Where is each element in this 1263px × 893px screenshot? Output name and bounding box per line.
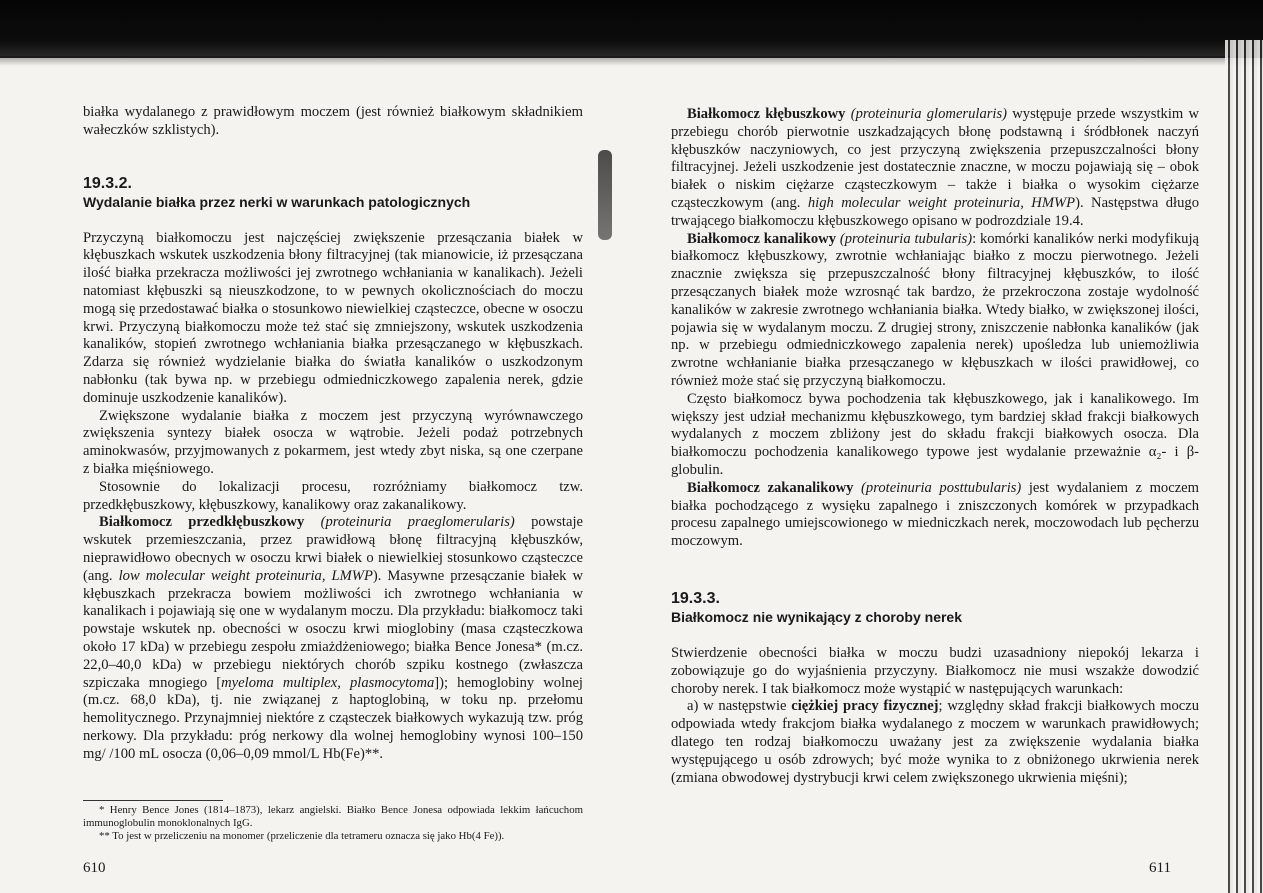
section-title: Białkomocz nie wynikający z choroby nerek (671, 608, 962, 625)
paragraph (671, 480, 1199, 551)
text-run: ). Następstwa długo trwającego białkomoczu kłębuszkowego opisano w podrozdziale 19.4. (671, 194, 1200, 229)
paragraph: Stwierdzenie obecności białka w moczu budzi uzasadniony niepokój lekarza i zobowiązuje go do wyjaśnienia przyczyny. Białkomocz nie musi wszakże dowodzić choroby nerek. I tak białkomocz może wystąpić w następujących warunkach: (671, 644, 1199, 697)
text-run: a) w następstwie (687, 698, 792, 715)
term-latin: (proteinuria glomerularis) (850, 106, 1008, 122)
right-column (671, 106, 1199, 787)
page-edge-stack (1225, 40, 1263, 893)
list-item (671, 698, 1199, 787)
section-title: Wydalanie białka przez nerki w warunkach patologicznych (83, 193, 471, 210)
paragraph: Stosownie do lokalizacji procesu, rozróżniamy białkomocz tzw. przedkłębuszkowy, kłębuszkowy, kanalikowy oraz zakanalikowy. (83, 478, 583, 513)
footnote: ** To jest w przeliczeniu na monomer (przeliczenie dla tetrameru oznacza się jako Hb(4 Fe)). (99, 830, 505, 842)
left-top-paragraph: białka wydalanego z prawidłowym moczem (jest również białkowym składnikiem wałeczków szklistych). (83, 104, 583, 138)
section-number: 19.3.3. (671, 589, 720, 607)
term-english: high molecular weight proteinuria, HMWP (807, 194, 1076, 211)
term-latin: (proteinuria praeglomerularis) (320, 514, 515, 531)
paragraph: Zwiększone wydalanie białka z moczem jest przyczyną wyrównawczego zwiększenia syntezy białek osocza w wątrobie. Jeżeli podaż potrzebnych aminokwasów, przyjmowanych z pokarmem, jest wtedy zbyt niska, są one czerpane z białka mięśniowego. (83, 407, 583, 477)
book-gutter-shadow (598, 150, 612, 240)
term-latin: myeloma multiplex, plasmocytoma (221, 674, 435, 691)
left-column (83, 104, 583, 764)
term-latin: (proteinuria posttubularis) (861, 479, 1022, 496)
term-bold: Białkomocz przedkłębuszkowy (99, 514, 305, 531)
paragraph (671, 106, 1199, 231)
scan-top-shadow (0, 0, 1263, 58)
section-number: 19.3.2. (83, 174, 132, 192)
text-run: jest wydalaniem z moczem białka pochodzącego z wysięku zapalnego i zniszczonych komórek w przypadkach procesu zapalnego umiejscowionego w miedniczkach nerek, moczowodach lub pęcherzu moczowym. (671, 479, 1199, 550)
paragraph: Przyczyną białkomoczu jest najczęściej zwiększenie przesączania białek w kłębuszkach wskutek uszkodzenia błony filtracyjnej (tak mianowicie, iż przesączana ilość białka przekracza możliwości jej zwrotnego wchłaniania w kanalikach). Jeżeli natomiast kłębuszki są nieuszkodzone, to w pewnych okolicznościach do moczu mogą się przedostawać białka o stosunkowo niewielkiej cząsteczce, obecne w osoczu krwi. Przyczyną białkomoczu może też stać się zmniejszony, wskutek uszkodzenia kanalików, stopień zwrotnego wchłaniania białka przesączanego w kłębuszkach. Zdarza się również wydzielanie białka do światła kanalików o uszkodzonym nabłonku (tak bywa np. w przebiegu odmiedniczkowego zapalenia nerek, gdzie dominuje uszkodzenie kanalików). (83, 229, 583, 406)
text-run: ]); hemoglobiny wolnej (m.cz. 68,0 kDa), tj. nie związanej z haptoglobiną, w toku np. przełomu hemolitycznego. Przynajmniej niektóre z cząsteczek białkowych wykazują tzw. próg nerkowy. Dla przykładu: próg nerkowy dla wolnej hemoglobiny wynosi 100–150 mg/ /100 mL osocza (0,06–0,09 mmol/L Hb(Fe)**. (83, 674, 583, 762)
text-run: powstaje wskutek przemieszczania, przez prawidłową błonę filtracyjną kłębuszków, nieprawidłowo obecnych w osoczu krwi białek o niewielkiej stosunkowo cząsteczce (ang. (83, 514, 584, 584)
page-number: 611 (1149, 860, 1171, 876)
page-number: 610 (83, 860, 106, 876)
text-run: występuje przede wszystkim w przebiegu chorób pierwotnie uszkadzających błonę podstawną i śródbłonek naczyń kłębuszków naczyniowych, co jest przyczyną zwiększenia przepuszczalności błony filtracyjnej. Jeżeli uszkodzenie jest dostatecznie znaczne, w moczu pojawiają się – obok białek o niskim ciężarze cząsteczkowym – także i białka o wysokim ciężarze cząsteczkowym (ang. (671, 106, 1199, 211)
paragraph (671, 231, 1199, 391)
term-bold: Białkomocz zakanalikowy (687, 479, 854, 496)
term-english: low molecular weight proteinuria, LMWP (118, 567, 373, 584)
text-run: ). Masywne przesączanie białek w kłębuszkach przekracza bowiem możliwości ich zwrotnego wchłaniania w kanalikach i pojawiają się one w wydalanym moczu. Dla przykładu: białkomocz taki powstaje wskutek np. obecności w osoczu krwi mioglobiny (masa cząsteczkowa około 17 kDa) w przebiegu zespołu zmiażdżeniowego; białka Bence Jonesa* (m.cz. 22,0–40,0 kDa) w przebiegu niektórych chorób szpiku kostnego (zwłaszcza szpiczaka mnogiego [ (83, 567, 584, 691)
footnote-rule (83, 800, 223, 801)
text-run: ; względny skład frakcji białkowych moczu odpowiada wtedy frakcjom białka wydalanego z moczem w warunkach prawidłowych; dlatego ten rodzaj białkomoczu uważany jest za zwiększenie wydalania białka występującego u osób zdrowych; być może wynika to z obniżonego ukrwienia nerek (zmiana obwodowej dystrybucji krwi celem zwiększonego ukrwienia mięśni); (671, 698, 1199, 786)
term-bold: Białkomocz kanalikowy (687, 230, 836, 247)
footnote: * Henry Bence Jones (1814–1873), lekarz angielski. Białko Bence Jonesa odpowiada lekkim łańcuchom immunoglobulin monoklonalnych IgG. (83, 804, 583, 829)
footnotes (83, 804, 583, 843)
term-bold: ciężkiej pracy fizycznej (791, 698, 939, 715)
paragraph (83, 514, 583, 763)
term-latin: (proteinuria tubularis) (839, 230, 973, 247)
text-run: : komórki kanalików nerki modyfikują białkomocz kłębuszkowy, zwrotnie wchłaniając białko z moczu pierwotnego. Jeżeli znacznie zwiększa się przepuszczalność błony filtracyjnej kłębuszków, to ilość przesączanych białek może wzrosnąć tak bardzo, że przekroczona zostaje wydolność kanalików w zakresie zwrotnego wchłaniania białka. Wtedy białko, w zwiększonej ilości, pojawia się w wydalanym moczu. Z drugiej strony, zniszczenie nabłonka kanalików (jak np. w przebiegu odmiedniczkowego zapalenia nerek) upośledza lub uniemożliwia zwrotne wchłanianie białka przesączanego w kłębuszkach w ilości prawidłowej, co również może stać się przyczyną białkomoczu. (671, 230, 1199, 389)
term-bold: Białkomocz kłębuszkowy (687, 106, 846, 122)
paragraph: Często białkomocz bywa pochodzenia tak kłębuszkowego, jak i kanalikowego. Im większy jest udział mechanizmu kłębuszkowego, tym bardziej skład frakcji białkowych wydalanych z moczem zbliżony jest do składu frakcji białkowych osocza. Dla białkomoczu pochodzenia kanalikowego typowe jest wydalanie przeważnie α₂- i β-globulin. (671, 390, 1199, 478)
